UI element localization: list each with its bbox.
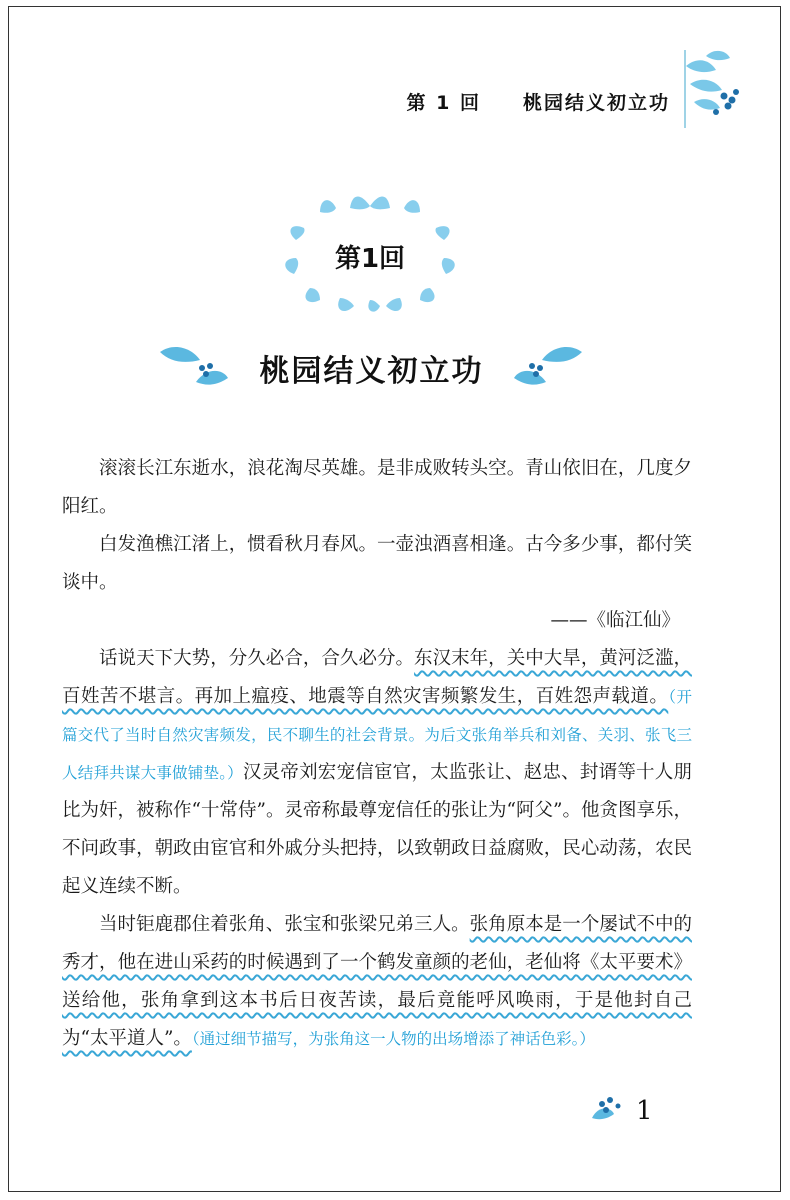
paragraph-2-annotated-text: 张角原本是一个屡试不中的秀才，他在进山采药的时候遇到了一个鹤发童颜的老仙，老仙将《太平要术》送给他，张角拿到这本书后日夜苦读，最后竟能呼风唤雨，于是他封自己为“太平道人”。 [62, 914, 692, 1049]
corner-leaf-ornament [676, 46, 756, 136]
paragraph-2-text-a: 当时钜鹿郡住着张角、张宝和张梁兄弟三人。 [99, 914, 470, 935]
paragraph-1-text-a: 话说天下大势，分久必合，合久必分。 [99, 648, 415, 669]
poem-source: ——《临江仙》 [550, 610, 680, 631]
chapter-badge-label: 第1回 [334, 244, 406, 274]
running-header [407, 88, 670, 115]
chapter-title-row [156, 338, 586, 394]
paragraph-1-comment: （开篇交代了当时自然灾害频发，民不聊生的社会背景。为后文张角举兵和刘备、关羽、张飞三人结拜共谋大事做铺垫。） [62, 688, 692, 782]
footer-leaf-ornament [588, 1090, 638, 1130]
paragraph-2-comment: （通过细节描写，为张角这一人物的出场增添了神话色彩。） [191, 1030, 595, 1048]
title-right-leaf-icon [506, 338, 586, 394]
paragraph-1-text-b: 汉灵帝刘宏宠信宦官，太监张让、赵忠、封谞等十人朋比为奸，被称作“十常侍”。灵帝称最尊宠信任的张让为“阿父”。他贪图享乐，不问政事，朝政由宦官和外戚分头把持，以致朝政日益腐败，民心动荡，农民起义连续不断。 [62, 762, 692, 897]
poem-stanza-2: 白发渔樵江渚上，惯看秋月春风。一壶浊酒喜相逢。古今多少事，都付笑谈中。 [62, 534, 692, 593]
paragraph-1-annotated-text: 东汉末年，关中大旱，黄河泛滥，百姓苦不堪言。再加上瘟疫、地震等自然灾害频繁发生，百姓怨声载道。 [62, 648, 692, 707]
chapter-title: 桃园结义初立功 [259, 354, 484, 389]
paragraph-2 [62, 906, 692, 1058]
page-number: 1 [636, 1096, 653, 1126]
title-left-leaf-icon [156, 338, 236, 394]
body-text [62, 450, 692, 1058]
paragraph-1 [62, 640, 692, 906]
poem-stanza-1: 滚滚长江东逝水，浪花淘尽英雄。是非成败转头空。青山依旧在，几度夕阳红。 [62, 458, 692, 517]
running-header-title: 桃园结义初立功 [522, 92, 670, 114]
running-header-chapter: 第 1 回 [406, 92, 481, 114]
